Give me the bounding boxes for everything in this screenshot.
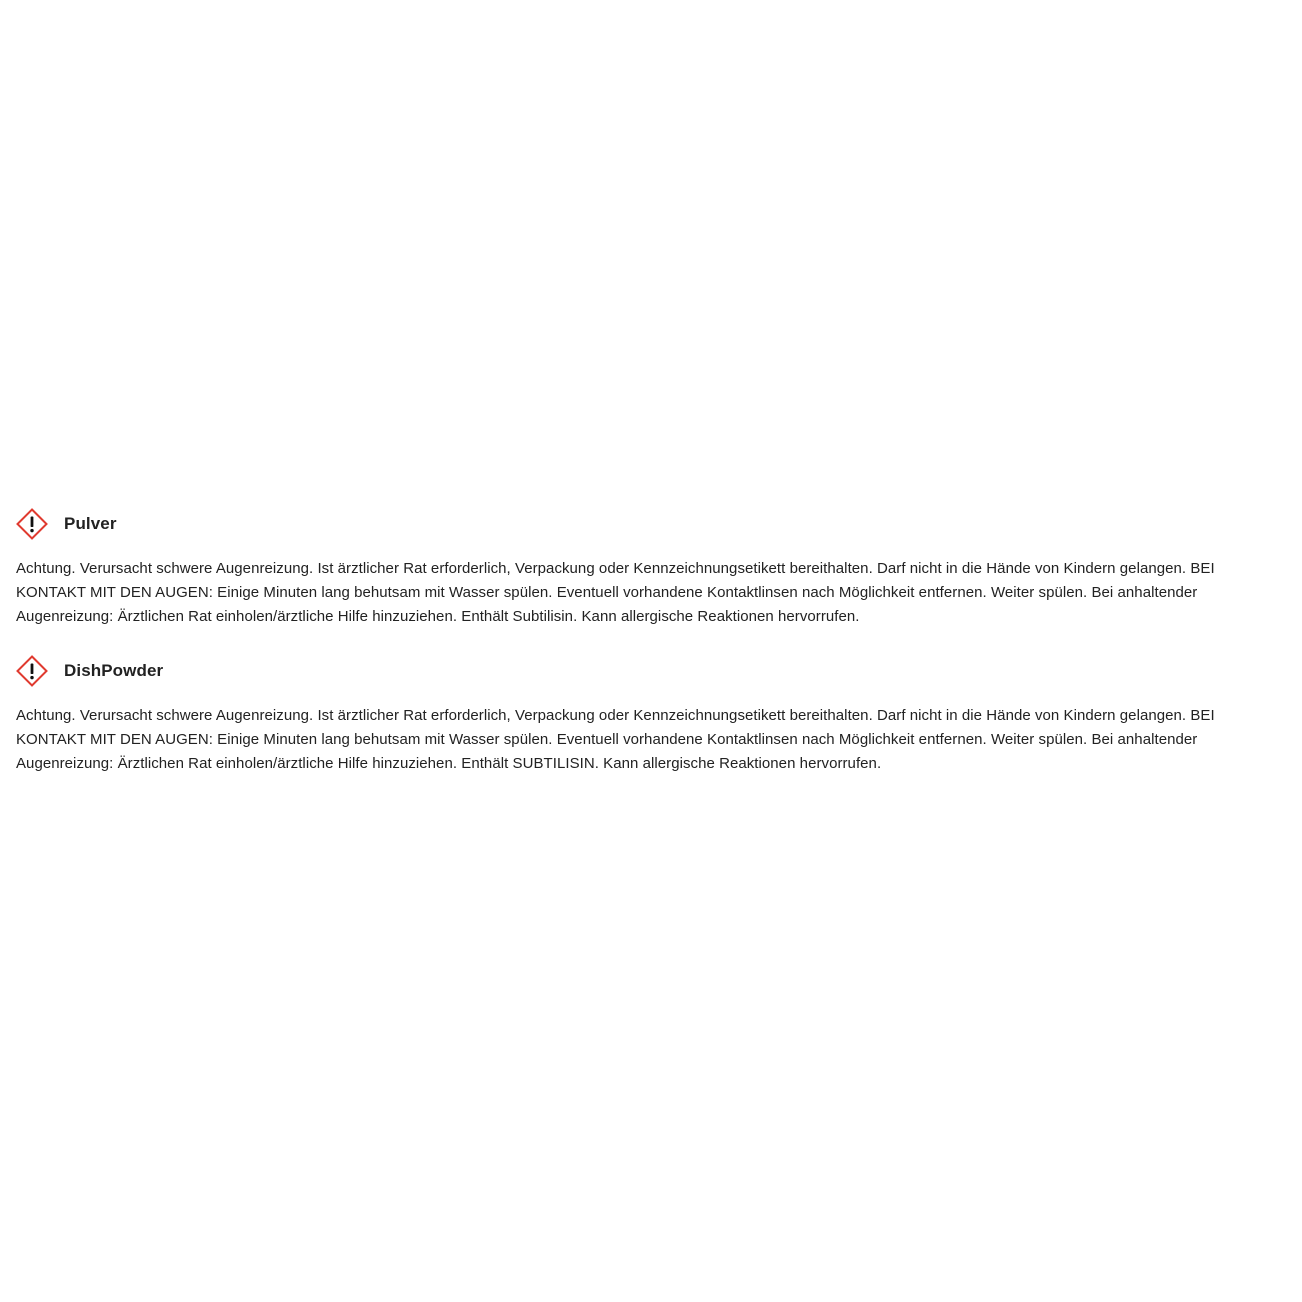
ghs-exclamation-icon bbox=[16, 508, 48, 540]
hazard-list bbox=[16, 508, 1288, 802]
hazard-header bbox=[16, 508, 1288, 540]
hazard-title: DishPowder bbox=[64, 661, 164, 680]
hazard-statement: Achtung. Verursacht schwere Augenreizung. Ist ärztlicher Rat erforderlich, Verpackung oder Kennzeichnungsetikett bereithalten. Darf nicht in die Hände von Kindern gelangen. BEI KONTAKT MIT DEN AUGEN: Einige Minuten lang behutsam mit Wasser spülen. Eventuell vorhandene Kontaktlinsen nach Möglichkeit entfernen. Weiter spülen. Bei anhaltender Augenreizung: Ärztlichen Rat einholen/ärztliche Hilfe hinzuziehen. Enthält Subtilisin. Kann allergische Reaktionen hervorrufen. bbox=[16, 560, 1215, 625]
hazard-title: Pulver bbox=[64, 514, 117, 533]
hazard-statement: Achtung. Verursacht schwere Augenreizung. Ist ärztlicher Rat erforderlich, Verpackung oder Kennzeichnungsetikett bereithalten. Darf nicht in die Hände von Kindern gelangen. BEI KONTAKT MIT DEN AUGEN: Einige Minuten lang behutsam mit Wasser spülen. Eventuell vorhandene Kontaktlinsen nach Möglichkeit entfernen. Weiter spülen. Bei anhaltender Augenreizung: Ärztlichen Rat einholen/ärztliche Hilfe hinzuziehen. Enthält SUBTILISIN. Kann allergische Reaktionen hervorrufen. bbox=[16, 707, 1215, 772]
hazard-block-dishpowder bbox=[16, 655, 1288, 776]
hazard-header bbox=[16, 655, 1288, 687]
hazard-block-pulver bbox=[16, 508, 1288, 629]
ghs-exclamation-icon bbox=[16, 655, 48, 687]
